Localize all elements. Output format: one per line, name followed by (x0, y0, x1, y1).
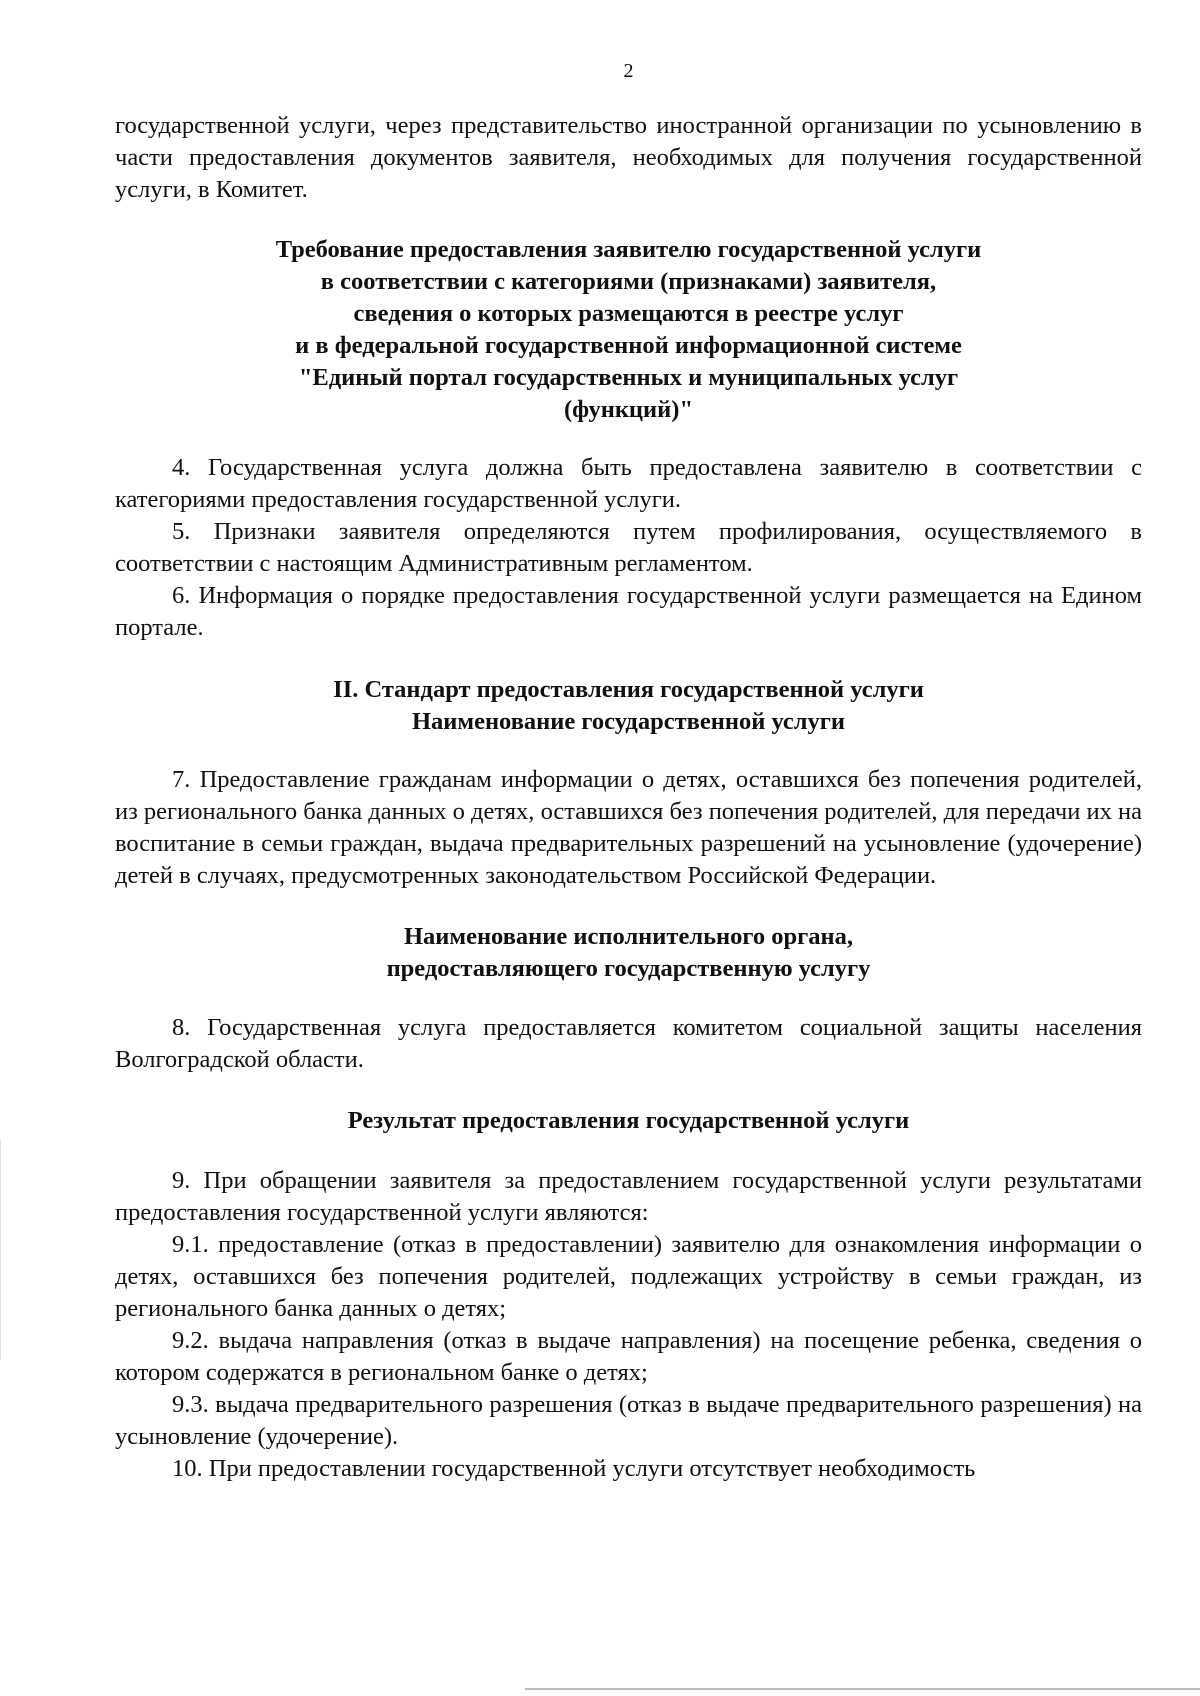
heading-executive-body (115, 921, 1142, 985)
heading-line: Наименование государственной услуги (411, 708, 846, 735)
heading-line: Требование предоставления заявителю государственной услуги (275, 236, 982, 263)
paragraph-10: 10. При предоставлении государственной услуги отсутствует необходимость (172, 1455, 976, 1482)
page-content (115, 58, 1142, 1485)
heading-line: и в федеральной государственной информационной системе (295, 332, 962, 359)
paragraph-9-2: 9.2. выдача направления (отказ в выдаче направления) на посещение ребенка, сведения о котором содержатся в региональном банке о детях; (115, 1327, 1142, 1386)
paragraph-9-1: 9.1. предоставление (отказ в предоставлении) заявителю для ознакомления информации о детях, оставшихся без попечения родителей, подлежащих устройству в семьи граждан, из регионального банка данных о детях; (115, 1231, 1142, 1322)
scan-edge-mark (0, 1140, 1, 1360)
paragraph-8: 8. Государственная услуга предоставляется комитетом социальной защиты населения Волгоградской области. (115, 1014, 1142, 1073)
page-number: 2 (623, 60, 634, 82)
heading-section-ii (115, 674, 1142, 738)
paragraph-7: 7. Предоставление гражданам информации о детях, оставшихся без попечения родителей, из регионального банка данных о детях, оставшихся без попечения родителей, для передачи их на воспитание в семьи граждан, выдача предварительных разрешений на усыновление (удочерение) детей в случаях, предусмотренных законодательством Российской Федерации. (115, 766, 1142, 889)
paragraph-9: 9. При обращении заявителя за предоставлением государственной услуги результатами предоставления государственной услуги являются: (115, 1167, 1142, 1226)
heading-line: (функций)" (563, 396, 694, 423)
paragraph-6: 6. Информация о порядке предоставления государственной услуги размещается на Едином портале. (115, 582, 1142, 641)
paragraph-5: 5. Признаки заявителя определяются путем профилирования, осуществляемого в соответствии с настоящим Административным регламентом. (115, 518, 1142, 577)
scan-edge-line (525, 1688, 1200, 1690)
heading-line: Наименование исполнительного органа, (403, 923, 854, 950)
paragraph-4: 4. Государственная услуга должна быть предоставлена заявителю в соответствии с категориями предоставления государственной услуги. (115, 454, 1142, 513)
heading-line: в соответствии с категориями (признаками) заявителя, (320, 268, 937, 295)
heading-line: предоставляющего государственную услугу (386, 955, 871, 982)
heading-line: "Единый портал государственных и муниципальных услуг (298, 364, 959, 391)
heading-service-result: Результат предоставления государственной услуги (347, 1107, 910, 1134)
heading-line: II. Стандарт предоставления государственной услуги (333, 676, 924, 703)
paragraph-intro: государственной услуги, через представительство иностранной организации по усыновлению в части предоставления документов заявителя, необходимых для получения государственной услуги, в Комитет. (115, 112, 1142, 203)
paragraph-9-3: 9.3. выдача предварительного разрешения (отказ в выдаче предварительного разрешения) на усыновление (удочерение). (115, 1391, 1142, 1450)
heading-line: сведения о которых размещаются в реестре услуг (353, 300, 904, 327)
heading-applicant-requirements (115, 234, 1142, 426)
